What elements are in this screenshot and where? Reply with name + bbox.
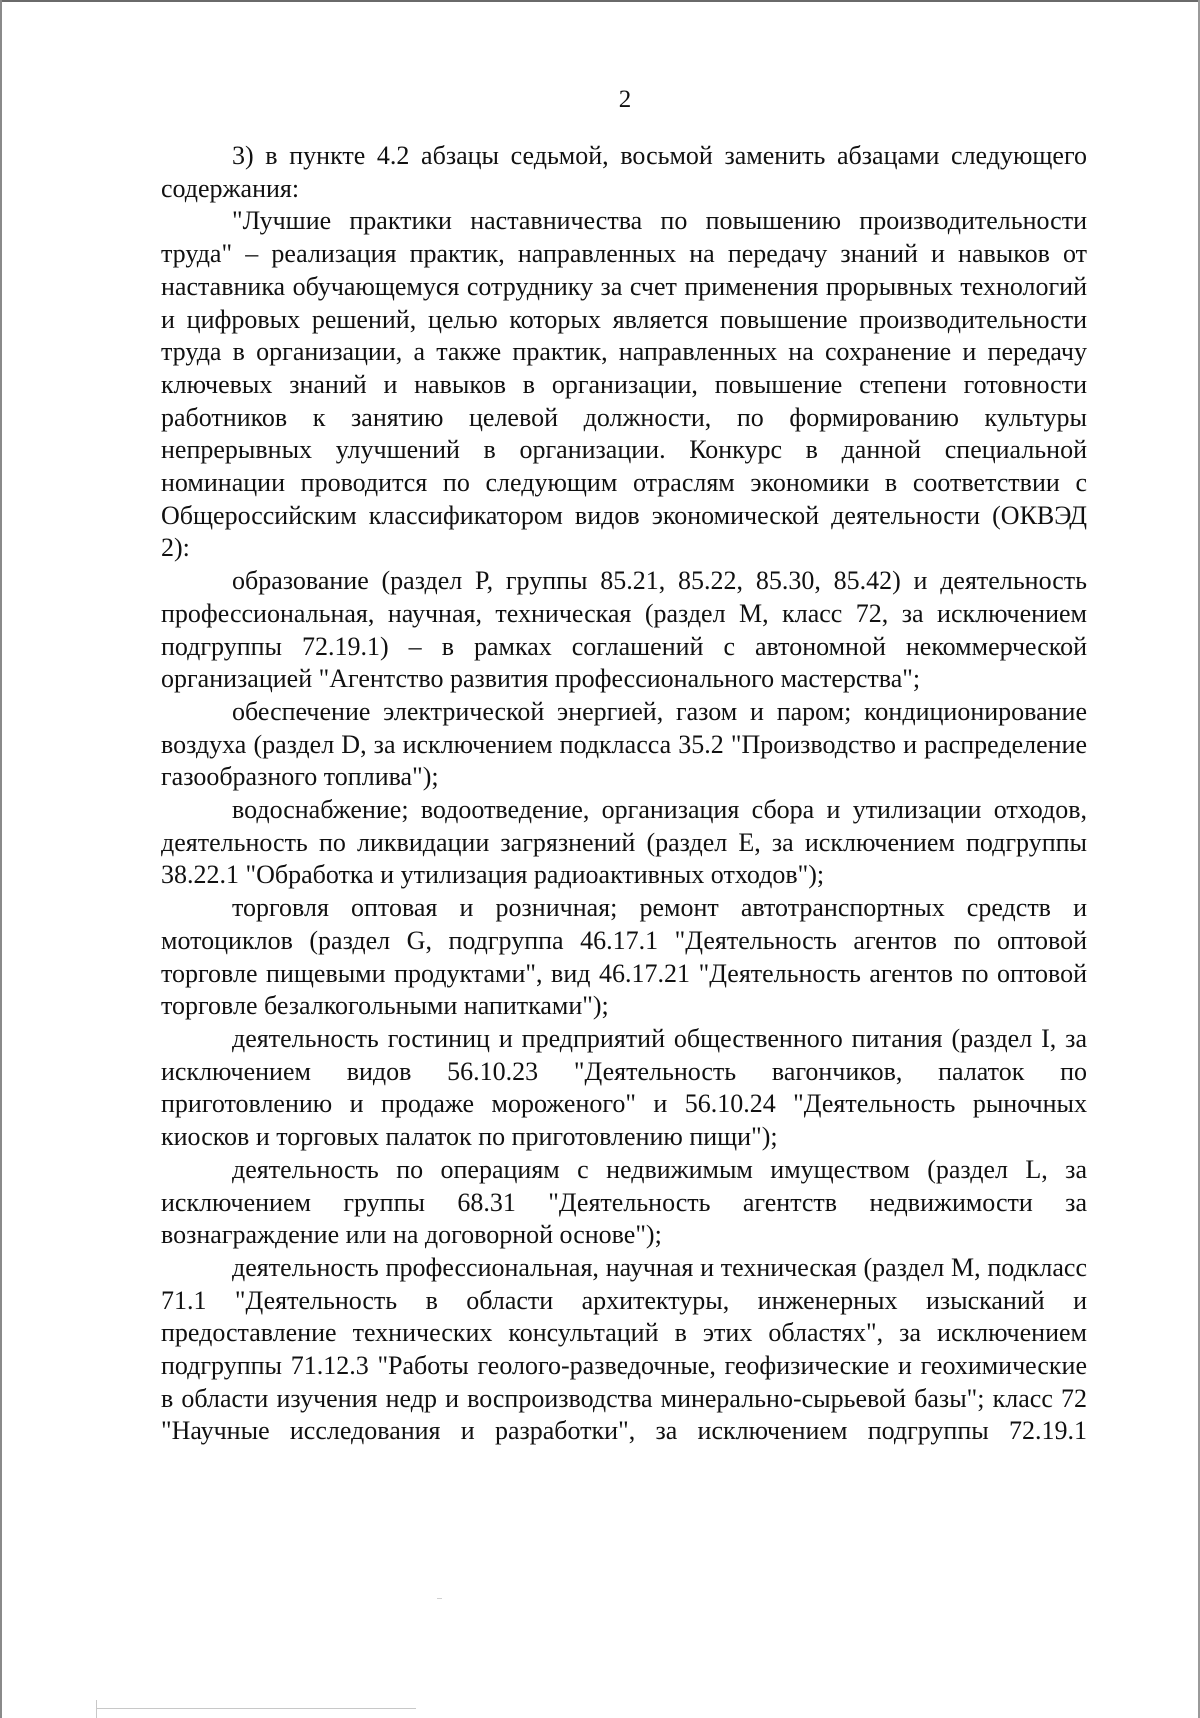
paragraph-amendment-intro: 3) в пункте 4.2 абзацы седьмой, восьмой заменить абзацами следующего содержания: xyxy=(161,141,1087,203)
paragraph-real-estate: деятельность по операциям с недвижимым имуществом (раздел L, за исключением группы 68.31 "Деятельность агентств недвижимости за вознаграждение или на договорной основе"); xyxy=(161,1154,1087,1250)
page-number: 2 xyxy=(618,86,632,113)
paragraph-trade: торговля оптовая и розничная; ремонт автотранспортных средств и мотоциклов (раздел G, подгруппа 46.17.1 "Деятельность агентов по оптовой торговле пищевыми продуктами", вид 46.17.21 "Деятельность агентов по оптовой торговле безалкогольными напитками"); xyxy=(161,893,1087,1021)
scan-bottom-rule xyxy=(96,1708,416,1709)
scan-edge-top xyxy=(0,0,1200,2)
paragraph-nomination-definition: "Лучшие практики наставничества по повышению производительности труда" – реализация практик, направленных на передачу знаний и навыков от наставника обучающемуся сотруднику за счет применения прорывных технологий и цифровых решений, целью которых является повышение производительности труда в организации, а также практик, направленных на сохранение и передачу ключевых знаний и навыков в организации, повышение степени готовности работников к занятию целевой должности, по формированию культуры непрерывных улучшений в организации. Конкурс в данной специальной номинации проводится по следующим отраслям экономики в соответствии с Общероссийским классификатором видов экономической деятельности (ОКВЭД 2): xyxy=(161,206,1087,563)
paragraph-water-supply: водоснабжение; водоотведение, организация сбора и утилизации отходов, деятельность по ликвидации загрязнений (раздел E, за исключением подгруппы 38.22.1 "Обработка и утилизация радиоактивных отходов"); xyxy=(161,795,1087,890)
scan-edge-left xyxy=(0,0,2,1718)
paragraph-hospitality: деятельность гостиниц и предприятий общественного питания (раздел I, за исключением видов 56.10.23 "Деятельность вагончиков, палаток по приготовлению и продаже мороженого" и 56.10.24 "Деятельность рыночных киосков и торговых палаток по приготовлению пищи"); xyxy=(161,1023,1087,1152)
document-body xyxy=(161,140,1087,1448)
paragraph-education: образование (раздел P, группы 85.21, 85.22, 85.30, 85.42) и деятельность профессиональная, научная, техническая (раздел М, класс 72, за исключением подгруппы 72.19.1) – в рамках соглашений с автономной некоммерческой организацией "Агентство развития профессионального мастерства"; xyxy=(161,566,1087,694)
paragraph-professional-activity: деятельность профессиональная, научная и техническая (раздел M, подкласс 71.1 "Деятельность в области архитектуры, инженерных изысканий и предоставление технических консультаций в этих областях", за исключением подгруппы 71.12.3 "Работы геолого-разведочные, геофизические и геохимические в области изучения недр и воспроизводства минерально-сырьевой базы"; класс 72 "Научные исследования и разработки", за исключением подгруппы 72.19.1 xyxy=(161,1252,1087,1446)
paragraph-energy: обеспечение электрической энергией, газом и паром; кондиционирование воздуха (раздел D, за исключением подкласса 35.2 "Производство и распределение газообразного топлива"); xyxy=(161,696,1087,792)
scan-corner-tick xyxy=(96,1700,97,1718)
scan-speck xyxy=(437,1598,442,1599)
